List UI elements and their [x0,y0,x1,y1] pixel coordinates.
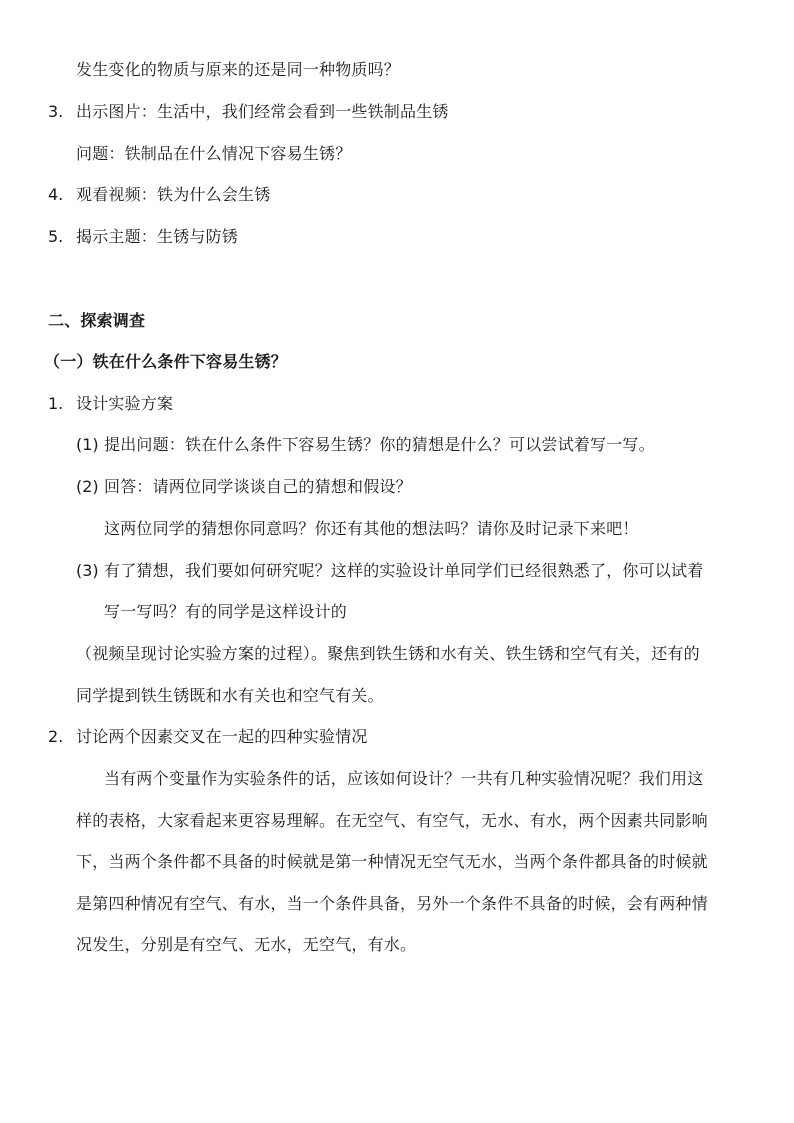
sub-item-text: 有了猜想，我们要如何研究呢？这样的实验设计单同学们已经很熟悉了，你可以试着 [104,561,704,580]
list-number: 3. [48,102,64,121]
paragraph-line: 当有两个变量作为实验条件的话，应该如何设计？一共有几种实验情况呢？我们用这 [104,769,704,788]
list-item-text: 出示图片：生活中，我们经常会看到一些铁制品生锈 [76,102,449,121]
paragraph-line: 下，当两个条件都不具备的时候就是第一种情况无空气无水，当两个条件都具备的时候就 [76,852,708,871]
paragraph-line: 样的表格，大家看起来更容易理解。在无空气、有空气，无水、有水，两个因素共同影响 [76,811,708,830]
paragraph-line: （视频呈现讨论实验方案的过程）。聚焦到铁生锈和水有关、铁生锈和空气有关，还有的 [76,644,700,663]
step-title: 设计实验方案 [76,394,174,413]
list-number: 1. [48,394,64,413]
step-title: 讨论两个因素交叉在一起的四种实验情况 [76,727,368,746]
paragraph-line: 是第四种情况有空气、有水，当一个条件具备，另外一个条件不具备的时候，会有两种情 [76,894,708,913]
list-number: 2. [48,727,64,746]
paragraph-line: 同学提到铁生锈既和水有关也和空气有关。 [76,686,384,705]
list-item-text: 问题：铁制品在什么情况下容易生锈？ [76,144,352,163]
list-number: 5. [48,227,64,246]
sub-item-number: (1) [76,435,99,454]
sub-item-text: 提出问题：铁在什么条件下容易生锈？你的猜想是什么？可以尝试着写一写。 [104,435,655,454]
sub-item-follow-text: 这两位同学的猜想你同意吗？你还有其他的想法吗？请你及时记录下来吧！ [104,519,639,538]
list-item-text: 观看视频：铁为什么会生锈 [76,185,271,204]
sub-item-text: 写一写吗？有的同学是这样设计的 [104,602,348,621]
section-title: 二、探索调查 [48,311,146,330]
sub-item-text: 回答：请两位同学谈谈自己的猜想和假设？ [104,477,412,496]
paragraph-line: 况发生，分别是有空气、无水，无空气，有水。 [76,935,417,954]
list-number: 4. [48,185,64,204]
sub-item-number: (2) [76,477,99,496]
subsection-title: （一）铁在什么条件下容易生锈？ [44,352,288,371]
intro-continued-line: 发生变化的物质与原来的还是同一种物质吗？ [76,60,401,79]
sub-item-number: (3) [76,561,99,580]
list-item-text: 揭示主题：生锈与防锈 [76,227,239,246]
